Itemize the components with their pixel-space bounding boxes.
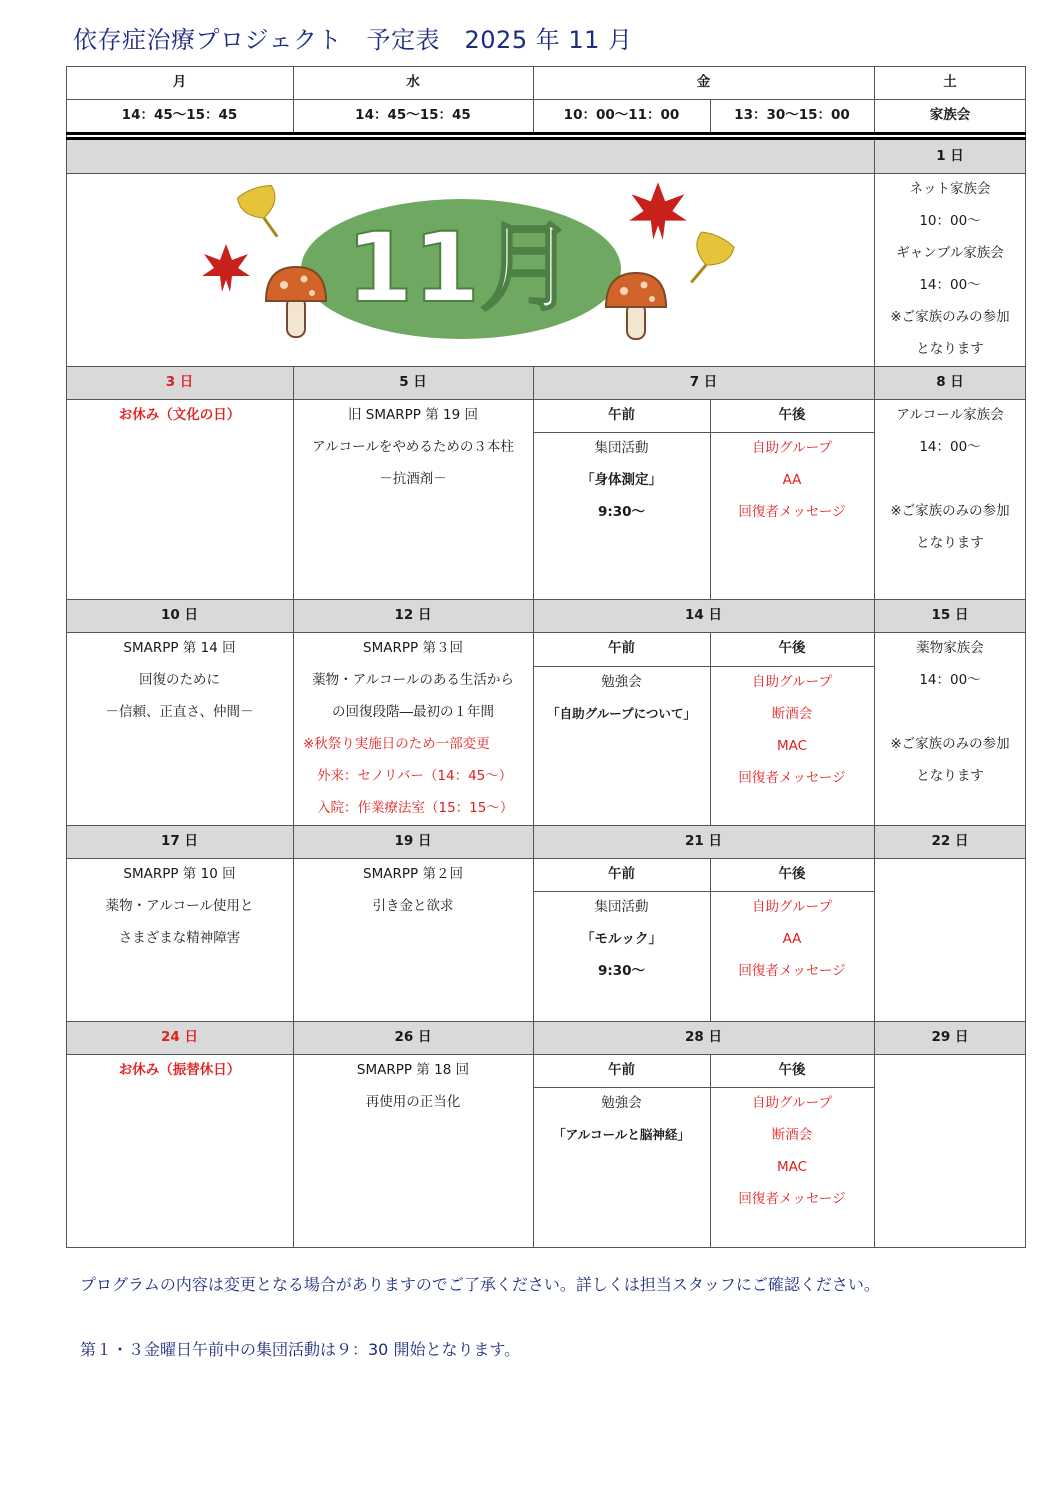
cell-line: お休み（文化の日） (118, 407, 241, 423)
mushroom-icon (606, 273, 666, 339)
grid-line (66, 825, 1026, 826)
date-3: 3 日 (66, 366, 293, 399)
grid-line (66, 858, 1026, 859)
grid-line (66, 66, 67, 1248)
cell-line: ※ご家族のみの参加 (890, 309, 1010, 325)
change-notice: 外来：セノリバー（14：45〜） (317, 768, 513, 784)
grid-line (1025, 66, 1026, 1248)
cell-line: 集団活動 (594, 899, 649, 915)
cell-line: 集団活動 (594, 440, 649, 456)
cell-line: AA (782, 931, 802, 947)
date-12: 12 日 (293, 599, 533, 632)
grid-line (710, 1054, 711, 1248)
date-15: 15 日 (874, 599, 1026, 632)
grid-line (710, 99, 711, 132)
change-notice: 入院：作業療法室（15：15〜） (317, 800, 514, 816)
cell-line: 14：00〜 (919, 439, 981, 455)
grid-line (66, 1021, 1026, 1022)
cell-line: となります (916, 341, 984, 357)
cell-line: 自助グループ (752, 674, 832, 690)
cell-line: MAC (776, 738, 808, 754)
mon-cell-24 (66, 1054, 293, 1248)
cell-line: SMARPP 第２回 (363, 866, 463, 882)
fri-pm-cell-28 (710, 1087, 874, 1248)
grid-line (66, 1247, 1026, 1248)
pm-label: 午後 (778, 640, 806, 656)
grid-line (533, 366, 534, 1248)
cell-line: 「身体測定」 (581, 472, 662, 488)
cell-line: MAC (776, 1159, 808, 1175)
date-21: 21 日 (533, 825, 874, 858)
grid-line (293, 66, 294, 132)
cell-line (874, 463, 1026, 495)
cell-line: ネット家族会 (909, 181, 991, 197)
grid-line (66, 66, 1026, 67)
footer-note-2: 第１・３金曜日午前中の集団活動は９：30 開始となります。 (80, 1340, 521, 1359)
pm-label: 午後 (778, 866, 806, 882)
grid-line (66, 399, 1026, 400)
cell-line: アルコールをやめるための３本柱 (312, 439, 514, 455)
cell-line: ギャンブル家族会 (896, 245, 1004, 261)
wed-cell-26 (293, 1054, 533, 1248)
grid-line (710, 399, 711, 599)
grid-line (874, 140, 875, 366)
date-26: 26 日 (293, 1021, 533, 1054)
cell-line: 10：00〜 (919, 213, 981, 229)
pm-label: 午後 (778, 1062, 806, 1078)
date-28: 28 日 (533, 1021, 874, 1054)
cell-line: SMARPP 第 10 回 (123, 866, 236, 882)
cell-line: 回復者メッセージ (738, 504, 846, 520)
cell-line: 勉強会 (601, 674, 642, 690)
date-17: 17 日 (66, 825, 293, 858)
date-29: 29 日 (874, 1021, 1026, 1054)
mon-cell-3 (66, 399, 293, 599)
fri-pm-cell-14 (710, 666, 874, 825)
cell-line: となります (916, 768, 984, 784)
cell-line: 自助グループ (752, 899, 832, 915)
cell-line: －抗酒剤－ (379, 471, 447, 487)
cell-line: 回復のために (139, 672, 220, 688)
cell-line: の回復段階―最初の１年間 (332, 704, 494, 720)
wed-cell-5 (293, 399, 533, 599)
cell-line: SMARPP 第 14 回 (123, 640, 236, 656)
fri-am-cell-28 (533, 1087, 710, 1248)
sat-cell-8 (874, 399, 1026, 599)
cell-line: SMARPP 第 18 回 (356, 1062, 470, 1078)
cell-line: 「モルック」 (581, 931, 662, 947)
fri-pm-cell-21 (710, 891, 874, 1021)
cell-line: アルコール家族会 (896, 407, 1004, 423)
grid-line (66, 1054, 1026, 1055)
time-sat: 家族会 (929, 107, 971, 123)
fri-am-cell-14 (533, 666, 710, 825)
date-24: 24 日 (66, 1021, 293, 1054)
cell-line: となります (916, 535, 984, 551)
day-header-mon: 月 (172, 74, 187, 90)
cell-line: 引き金と欲求 (372, 898, 454, 914)
am-label: 午前 (608, 1062, 635, 1078)
grid-line (533, 1087, 874, 1088)
fri-am-cell-21 (533, 891, 710, 1021)
time-mon: 14：45〜15：45 (121, 107, 238, 123)
grid-line (874, 366, 875, 1248)
pm-label: 午後 (778, 407, 806, 423)
wed-cell-12 (293, 632, 533, 825)
mushroom-icon (266, 267, 326, 337)
cell-line: ※ご家族のみの参加 (890, 736, 1010, 752)
maple-leaf-icon (202, 244, 250, 292)
grid-line (533, 66, 534, 132)
change-notice: ※秋祭り実施日のため一部変更 (303, 736, 490, 752)
am-label: 午前 (608, 866, 635, 882)
grid-line (66, 632, 1026, 633)
cell-line: 勉強会 (601, 1095, 642, 1111)
mon-cell-17 (66, 858, 293, 1021)
grid-line (66, 599, 1026, 600)
grid-line (66, 366, 1026, 367)
ginkgo-leaf-icon (236, 183, 289, 246)
cell-line: 薬物・アルコール使用と (105, 898, 254, 914)
cell-line: 薬物・アルコールのある生活から (312, 672, 514, 688)
cell-line: AA (782, 472, 802, 488)
day-header-fri: 金 (696, 74, 711, 90)
fri-pm-cell-7 (710, 432, 874, 599)
cell-line: さまざまな精神障害 (118, 930, 241, 946)
week1-date-row-blank (66, 140, 874, 173)
wed-cell-19 (293, 858, 533, 1021)
am-label: 午前 (608, 407, 635, 423)
mon-cell-10 (66, 632, 293, 825)
grid-line (66, 173, 1026, 174)
day-header-wed: 水 (406, 74, 420, 90)
date-10: 10 日 (66, 599, 293, 632)
am-label: 午前 (608, 640, 635, 656)
cell-line: 9:30〜 (597, 963, 646, 979)
date-7: 7 日 (533, 366, 874, 399)
day-header-sat: 土 (943, 74, 957, 90)
cell-line: ※ご家族のみの参加 (890, 503, 1010, 519)
sat-cell-1 (874, 173, 1026, 366)
november-illustration (66, 173, 874, 366)
grid-line (533, 432, 874, 433)
grid-line (533, 666, 874, 667)
schedule-table (66, 66, 1026, 1248)
cell-line (874, 696, 1026, 728)
footer-note-1: プログラムの内容は変更となる場合がありますのでご了承ください。詳しくは担当スタッフにご確認ください。 (80, 1275, 880, 1294)
cell-line: 再使用の正当化 (365, 1094, 461, 1110)
grid-line (66, 99, 1026, 100)
cell-line: 薬物家族会 (916, 640, 984, 656)
grid-line (533, 891, 874, 892)
date-14: 14 日 (533, 599, 874, 632)
cell-line: 回復者メッセージ (738, 963, 846, 979)
grid-line-thick (66, 132, 1026, 135)
cell-line: 「自助グループについて」 (547, 706, 696, 721)
maple-leaf-icon (629, 182, 687, 240)
cell-line: 断酒会 (771, 706, 813, 722)
cell-line: 回復者メッセージ (738, 1191, 846, 1207)
page-title: 依存症治療プロジェクト 予定表 2025 年 11 月 (73, 26, 633, 54)
grid-line-thick (66, 137, 1026, 140)
time-fri-am: 10：00〜11：00 (563, 107, 680, 123)
cell-line: 回復者メッセージ (738, 770, 846, 786)
cell-line: お休み（振替休日） (118, 1062, 241, 1078)
date-19: 19 日 (293, 825, 533, 858)
grid-line (293, 366, 294, 1248)
ginkgo-leaf-icon (680, 229, 736, 293)
time-wed: 14：45〜15：45 (355, 107, 471, 123)
cell-line: 自助グループ (752, 440, 832, 456)
grid-line (710, 858, 711, 1021)
cell-line: 9:30〜 (597, 504, 646, 520)
cell-line: 「アルコールと脳神経」 (553, 1127, 690, 1142)
time-fri-pm: 13：30〜15：00 (734, 107, 850, 123)
date-8: 8 日 (874, 366, 1026, 399)
cell-line: 旧 SMARPP 第 19 回 (348, 407, 478, 423)
banner-text: 11月 (346, 212, 576, 324)
fri-am-cell-7 (533, 432, 710, 599)
cell-line: －信頼、正直さ、仲間－ (105, 704, 254, 720)
date-22: 22 日 (874, 825, 1026, 858)
grid-line (710, 632, 711, 825)
cell-line: 自助グループ (752, 1095, 832, 1111)
cell-line: 14：00〜 (919, 277, 981, 293)
grid-line (874, 66, 875, 132)
date-5: 5 日 (293, 366, 533, 399)
date-1: 1 日 (874, 140, 1026, 173)
cell-line: 断酒会 (771, 1127, 813, 1143)
cell-line: 14：00〜 (919, 672, 981, 688)
month-banner (66, 173, 874, 366)
sat-cell-15 (874, 632, 1026, 825)
cell-line: SMARPP 第３回 (363, 640, 463, 656)
